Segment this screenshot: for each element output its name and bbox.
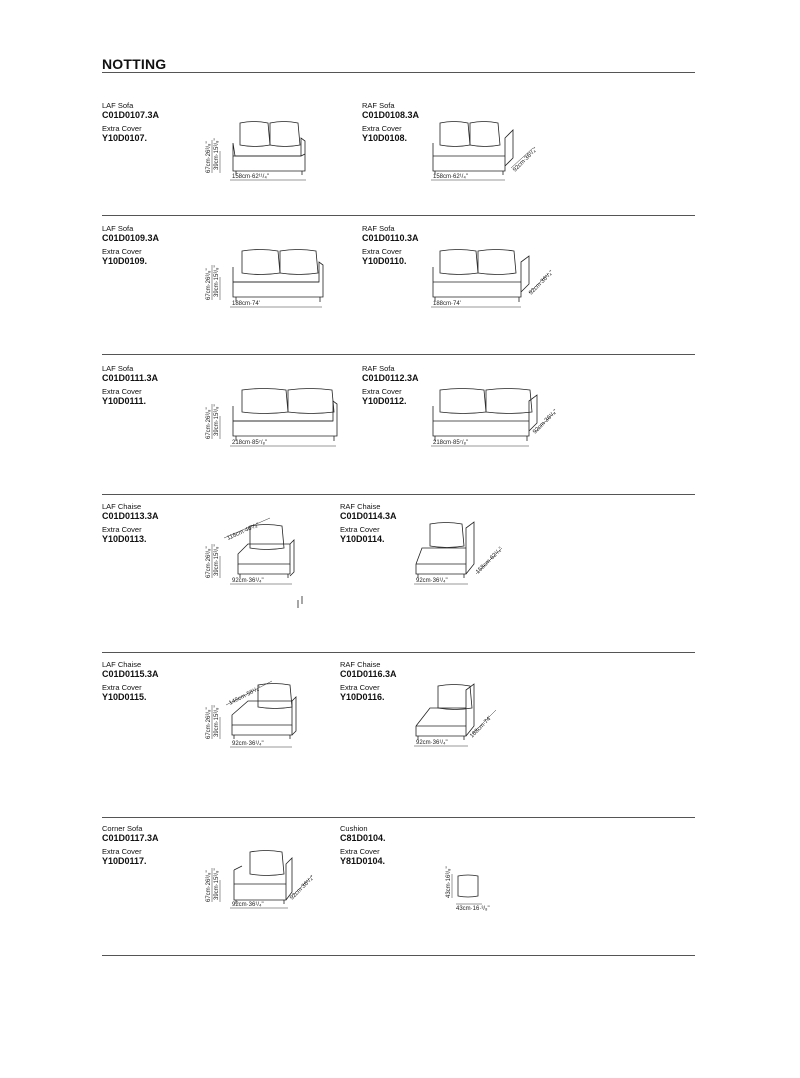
laf-sofa-drawing (200, 118, 320, 182)
product-type: LAF Chaise (102, 502, 142, 511)
product-info-cushion-0104 (340, 824, 386, 867)
depth-dim: 92cm·36¹/₄" (289, 874, 316, 902)
section-divider (102, 494, 695, 495)
product-code: C81D0104. (340, 833, 386, 843)
product-type: LAF Chaise (102, 660, 142, 669)
laf-chaise-drawing (200, 512, 310, 612)
extra-cover-label: Extra Cover (362, 247, 402, 256)
width-dim: 188cm·74' (232, 301, 260, 307)
extra-cover-label: Extra Cover (102, 387, 142, 396)
product-type: RAF Chaise (340, 502, 381, 511)
height-dim-2: 39cm·15³/₈" (214, 544, 220, 576)
laf-sofa-drawing (200, 245, 330, 309)
depth-dim: 92cm·36¹/₄" (528, 269, 555, 297)
product-type: LAF Sofa (102, 364, 134, 373)
product-type: LAF Sofa (102, 224, 134, 233)
product-type: LAF Sofa (102, 101, 134, 110)
extra-cover-label: Extra Cover (102, 525, 142, 534)
product-info-corner-sofa-0117 (102, 824, 159, 867)
extra-cover-code: Y10D0107. (102, 133, 148, 143)
product-type: Corner Sofa (102, 824, 143, 833)
product-info-raf-chaise-0116 (340, 660, 397, 703)
depth-dim: 148cm·58¹/₄" (228, 685, 263, 707)
product-code: C01D0114.3A (340, 511, 397, 521)
laf-chaise-drawing (200, 675, 310, 755)
product-type: Cushion (340, 824, 368, 833)
extra-cover-label: Extra Cover (102, 124, 142, 133)
depth-dim: 158cm·62¹/₄" (475, 546, 505, 576)
product-info-laf-chaise-0115 (102, 660, 159, 703)
height-dim-1: 67cm·26³/₈" (206, 707, 212, 739)
section-divider (102, 817, 695, 818)
width-dim: 92cm·36¹/₄" (232, 578, 264, 584)
height-dim-1: 67cm·26³/₈" (206, 407, 212, 439)
height-dim-1: 67cm·26³/₈" (206, 268, 212, 300)
laf-sofa-drawing (200, 384, 340, 448)
product-code: C01D0112.3A (362, 373, 419, 383)
height-dim-2: 39cm·15³/₈" (214, 265, 220, 297)
product-info-laf-chaise-0113 (102, 502, 159, 545)
product-code: C01D0116.3A (340, 669, 397, 679)
raf-chaise-drawing (410, 676, 520, 756)
product-code: C01D0107.3A (102, 110, 160, 120)
extra-cover-label: Extra Cover (102, 683, 142, 692)
extra-cover-code: Y10D0114. (340, 534, 385, 544)
extra-cover-code: Y10D0112. (362, 396, 407, 406)
height-dim-1: 67cm·26³/₈" (206, 546, 212, 578)
extra-cover-code: Y81D0104. (340, 856, 386, 866)
product-code: C01D0117.3A (102, 833, 159, 843)
product-type: RAF Sofa (362, 101, 395, 110)
product-type: RAF Chaise (340, 660, 381, 669)
product-info-laf-sofa-0109 (102, 224, 159, 267)
height-dim: 43cm·16³/₈" (446, 866, 452, 898)
product-info-raf-sofa-0108 (362, 101, 419, 144)
product-code: C01D0111.3A (102, 373, 159, 383)
depth-dim: 118cm·46¹/₄" (226, 522, 261, 542)
width-dim: 92cm·36¹/₄" (416, 740, 448, 746)
section-divider (102, 215, 695, 216)
extra-cover-code: Y10D0115. (102, 692, 147, 702)
extra-cover-code: Y10D0111. (102, 396, 147, 406)
cushion-drawing (438, 860, 508, 912)
extra-cover-code: Y10D0108. (362, 133, 408, 143)
height-dim-1: 67cm·26³/₈" (206, 870, 212, 902)
product-code: C01D0113.3A (102, 511, 159, 521)
width-dim: 158cm·62¹/₄" (433, 174, 468, 180)
width-dim: 92cm·36¹/₄" (232, 741, 264, 747)
extra-cover-label: Extra Cover (340, 525, 380, 534)
width-dim: 43cm·16·³/₈" (456, 906, 490, 912)
width-dim: 158cm·62¹¹/₄" (232, 174, 269, 180)
product-type: RAF Sofa (362, 224, 395, 233)
extra-cover-code: Y10D0116. (340, 692, 385, 702)
extra-cover-code: Y10D0113. (102, 534, 147, 544)
raf-sofa-drawing (425, 384, 565, 448)
depth-dim: 92cm·36¹/₄" (532, 408, 559, 436)
extra-cover-label: Extra Cover (340, 847, 380, 856)
product-code: C01D0110.3A (362, 233, 419, 243)
raf-sofa-drawing (425, 118, 545, 182)
width-dim: 92cm·36¹/₄" (232, 902, 264, 908)
extra-cover-label: Extra Cover (362, 124, 402, 133)
extra-cover-label: Extra Cover (362, 387, 402, 396)
width-dim: 188cm·74' (433, 301, 461, 307)
product-type: RAF Sofa (362, 364, 395, 373)
product-code: C01D0109.3A (102, 233, 160, 243)
height-dim-2: 39cm·15³/₈" (214, 705, 220, 737)
extra-cover-label: Extra Cover (102, 247, 142, 256)
product-info-raf-chaise-0114 (340, 502, 397, 545)
extra-cover-label: Extra Cover (102, 847, 142, 856)
height-dim-2: 39cm·15³/₈" (214, 868, 220, 900)
page-title: NOTTING (102, 56, 167, 72)
width-dim: 92cm·36¹/₄" (416, 578, 448, 584)
product-code: C01D0108.3A (362, 110, 420, 120)
product-info-laf-sofa-0107 (102, 101, 159, 144)
title-rule (102, 72, 695, 73)
height-dim-2: 39cm·15³/₈" (214, 404, 220, 436)
width-dim: 218cm·85⁷/₈" (232, 440, 268, 446)
section-divider (102, 955, 695, 956)
raf-chaise-drawing (410, 518, 520, 590)
depth-dim: 92cm·36¹/₄" (512, 146, 539, 174)
product-info-raf-sofa-0110 (362, 224, 419, 267)
corner-sofa-drawing (200, 844, 320, 912)
product-info-raf-sofa-0112 (362, 364, 419, 407)
section-divider (102, 652, 695, 653)
raf-sofa-drawing (425, 245, 555, 309)
depth-dim: 188cm·74' (469, 715, 494, 740)
width-dim: 218cm·85⁷/₈" (433, 440, 469, 446)
product-code: C01D0115.3A (102, 669, 159, 679)
height-dim-2: 39cm·15³/₈" (214, 138, 220, 170)
product-info-laf-sofa-0111 (102, 364, 158, 407)
extra-cover-code: Y10D0109. (102, 256, 148, 266)
extra-cover-code: Y10D0110. (362, 256, 407, 266)
extra-cover-code: Y10D0117. (102, 856, 147, 866)
height-dim-1: 67cm·26³/₈" (206, 141, 212, 173)
section-divider (102, 354, 695, 355)
extra-cover-label: Extra Cover (340, 683, 380, 692)
